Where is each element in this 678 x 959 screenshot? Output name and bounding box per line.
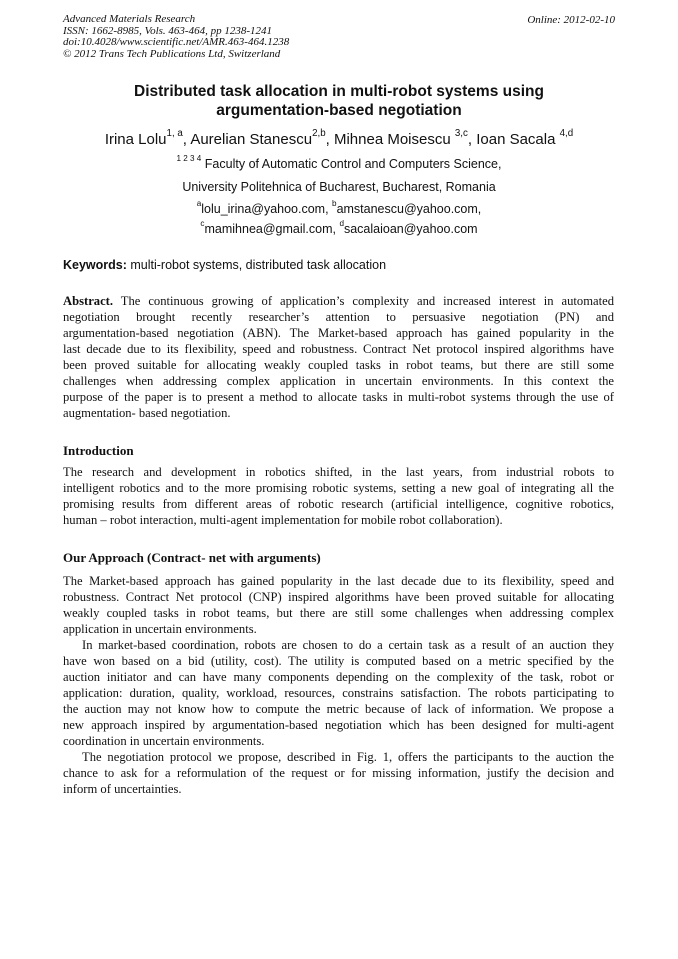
email[interactable]: amstanescu@yahoo.com, — [336, 202, 482, 216]
text-line: application: duration, quality, workload, resources, constrains satisfaction. The robots participating to — [63, 686, 614, 700]
journal-name: Advanced Materials Research — [63, 13, 196, 25]
affiliation-line-2: University Politehnica of Bucharest, Bucharest, Romania — [182, 180, 496, 194]
email[interactable]: lolu_irina@yahoo.com, — [201, 202, 333, 216]
journal-info — [63, 14, 289, 60]
email-sup: b — [332, 199, 337, 208]
paper-title — [0, 82, 678, 120]
title-line: argumentation-based negotiation — [216, 102, 462, 119]
text-line: The Market-based approach has gained popularity in the last decade due to its flexibility, speed and — [63, 574, 614, 588]
author-sup: 1, a — [166, 128, 183, 139]
introduction-body — [63, 464, 614, 528]
title-line: Distributed task allocation in multi-robot systems using — [134, 83, 544, 100]
author-sup: 2,b — [312, 128, 326, 139]
text-line: new approach inspired by argumentation-based negotiation which has been designed for multi-agent — [63, 718, 614, 732]
separator: , — [467, 131, 477, 148]
author-name: Irina Lolu — [104, 131, 167, 148]
text-line: In market-based coordination, robots are chosen to do a certain task as a result of an auction they — [82, 638, 614, 652]
online-date: Online: 2012-02-10 — [527, 14, 615, 26]
text-line: weakly coupled tasks in robot teams, but there are still some challenges when addressing complex — [63, 606, 614, 620]
affiliation-line-1 — [0, 154, 678, 171]
abstract-label: Abstract. — [63, 294, 114, 308]
author-list — [0, 128, 678, 148]
email-sup: a — [196, 199, 202, 208]
text-line: been proved suitable for allocating weakly coupled tasks in robot teams, but there are still some — [63, 358, 614, 372]
text-line: The research and development in robotics shifted, in the last years, from industrial robots to — [63, 465, 614, 479]
text-line: chance to ask for a reformulation of the request or for missing information, justify the decision and — [63, 766, 614, 780]
author-name: Aurelian Stanescu — [190, 131, 313, 148]
separator: , — [325, 131, 334, 148]
author-sup: 4,d — [559, 128, 574, 139]
issn: ISSN: 1662-8985, Vols. 463-464, pp 1238-1241 — [63, 24, 272, 37]
text-line: argumentation-based negotiation (ABN). The Market-based approach has gained popularity in the — [63, 326, 614, 340]
text-line: The negotiation protocol we propose, described in Fig. 1, offers the participants to the auction the — [82, 750, 614, 764]
text-line: human – robot interaction, multi-agent implementation for mobile robot collaboration). — [63, 513, 503, 527]
author-sup: 3,c — [454, 128, 468, 139]
paragraph — [63, 749, 614, 797]
author-name: Ioan Sacala — [476, 131, 560, 148]
abstract — [63, 293, 614, 421]
text-line: purpose of the paper is to present a method to allocate tasks in multi-robot systems through the use of — [63, 390, 614, 404]
email-sup: d — [339, 219, 344, 228]
abstract-text: The continuous growing of application’s complexity and increased interest in automated — [113, 294, 614, 308]
text-line: have won based on a bid (utility, cost). The utility is computed based on a metric specified by the — [63, 654, 614, 668]
text-line: challenges when addressing complex application in uncertain environments. In this context the — [63, 374, 614, 388]
text-line: auction initiator and can have many components depending on the complexity of the task, robot or — [63, 670, 614, 684]
text-line: robustness. Contract Net protocol (CNP) inspired algorithms have been proved suitable for allocating — [63, 590, 614, 604]
text-line: augmentation- based negotiation. — [63, 406, 231, 420]
text-line: coordination in uncertain environments. — [63, 734, 265, 748]
affiliation-text: Faculty of Automatic Control and Computers Science, — [201, 157, 502, 171]
text-line: promising results from different areas of robotic research (artificial intelligence, cognitive robotics, — [63, 497, 614, 511]
email[interactable]: mamihnea@gmail.com, — [204, 222, 340, 236]
text-line: application in uncertain environments. — [63, 622, 257, 636]
emails-line-1 — [0, 199, 678, 216]
separator: , — [182, 131, 191, 148]
email[interactable]: sacalaioan@yahoo.com — [343, 222, 478, 236]
doi: doi:10.4028/www.scientific.net/AMR.463-464.1238 — [63, 36, 290, 48]
text-line: inform of uncertainties. — [63, 782, 182, 796]
approach-heading: Our Approach (Contract- net with arguments) — [63, 550, 321, 565]
emails-line-2 — [0, 219, 678, 236]
keywords-text: multi-robot systems, distributed task allocation — [126, 258, 387, 272]
text-line: negotiation brought recently researcher’s attention to persuasive negotiation (PN) and — [63, 310, 614, 324]
text-line: last decade due to its flexibility, speed and robustness. Contract Net protocol inspired algorithms have — [63, 342, 614, 356]
keywords — [63, 258, 386, 272]
text-line: the auction may not know how to compute the metric because of lack of information. We propose a — [63, 702, 614, 716]
email-sup: c — [200, 219, 205, 228]
affiliation-sup: 1 2 3 4 — [176, 154, 202, 163]
paragraph — [63, 573, 614, 637]
approach-body — [63, 573, 614, 797]
paragraph — [63, 637, 614, 749]
text-line — [63, 293, 614, 309]
text-line: intelligent robotics and to the more promising robotic systems, setting a new goal of integrating all the — [63, 481, 614, 495]
keywords-label: Keywords: — [63, 258, 127, 272]
introduction-heading: Introduction — [63, 443, 134, 458]
author-name: Mihnea Moisescu — [333, 131, 455, 148]
copyright: © 2012 Trans Tech Publications Ltd, Switzerland — [63, 47, 281, 60]
